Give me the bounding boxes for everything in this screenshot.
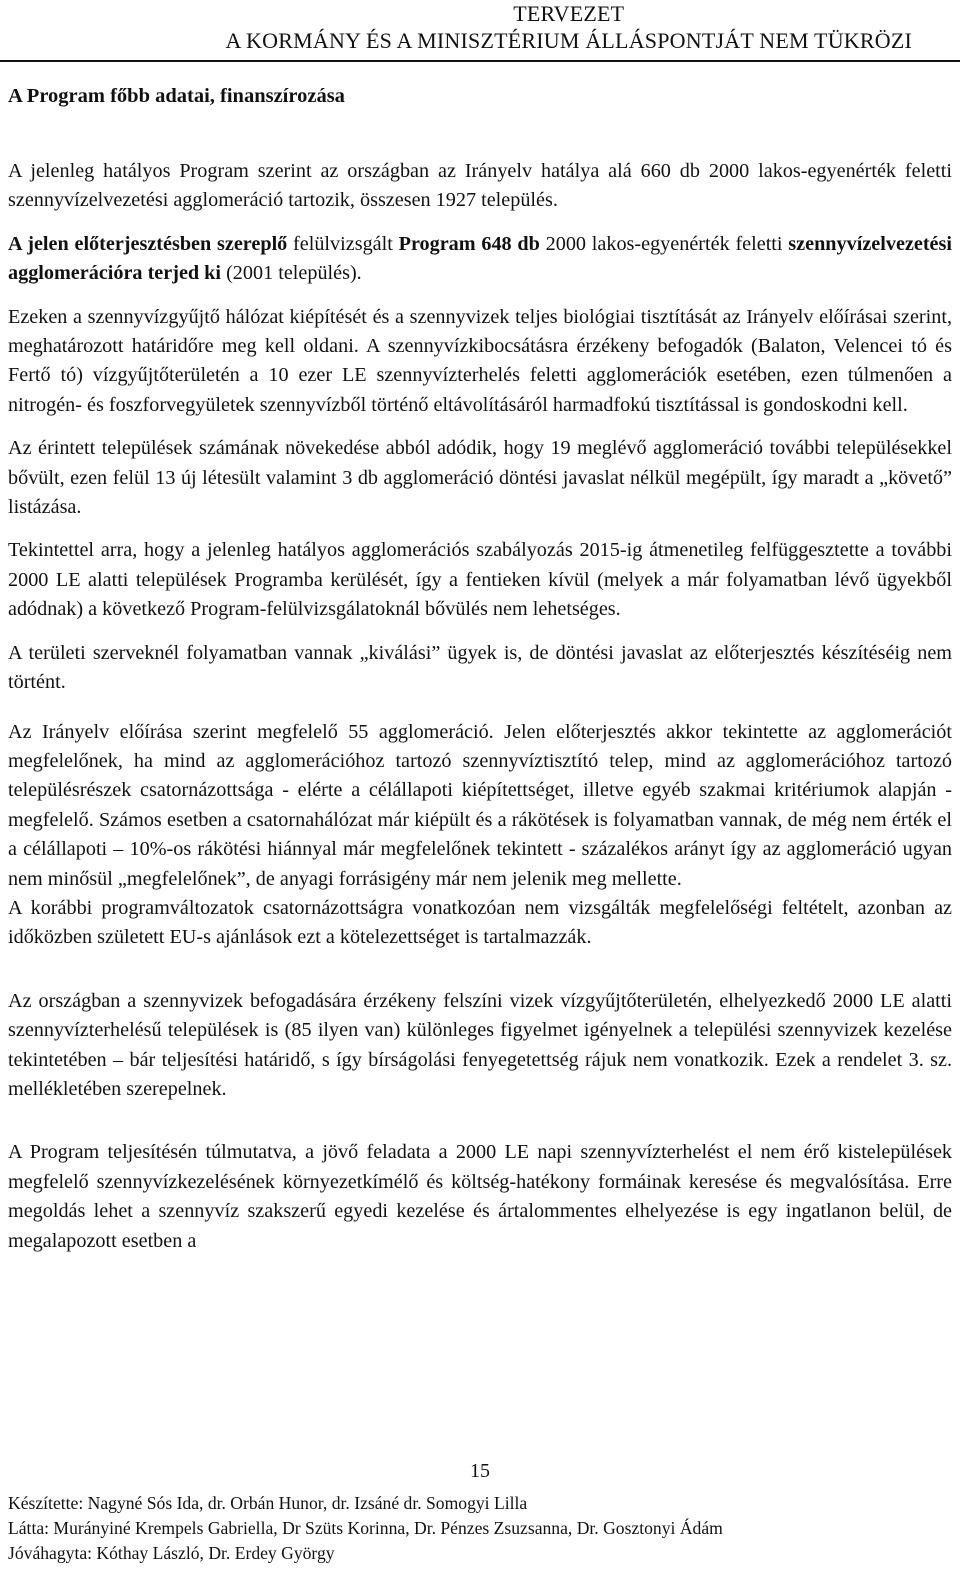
paragraph-separation-cases: A területi szerveknél folyamatban vannak „kiválási” ügyek is, de döntési javaslat az előterjesztés készítéséig nem történt. <box>8 641 952 694</box>
document-body <box>8 82 952 1256</box>
page-number: 15 <box>470 1460 490 1482</box>
bold-text: szennyvízelvezetési agglomerációra terjed ki <box>8 232 952 285</box>
bold-text: Program 648 db <box>398 232 540 255</box>
draft-header <box>225 0 912 54</box>
header-divider <box>0 60 960 62</box>
paragraph-agglomeration-count: A jelenleg hatályos Program szerint az országban az Irányelv hatálya alá 660 db 2000 lakos-egyenérték feletti szennyvízelvezetési agglomeráció tartozik, összesen 1927 település. <box>8 160 952 212</box>
section-title: A Program főbb adatai, finanszírozása <box>8 85 345 107</box>
disclaimer-label: A KORMÁNY ÉS A MINISZTÉRIUM ÁLLÁSPONTJÁT NEM TÜKRÖZI <box>225 28 912 53</box>
draft-label: TERVEZET <box>513 1 625 26</box>
text-run: (2001 település). <box>221 262 362 285</box>
bold-text: A jelen előterjesztésben szereplő <box>8 232 288 255</box>
paragraph-future-tasks: A Program teljesítésén túlmutatva, a jövő feladata a 2000 LE napi szennyvízterhelést el nem érő kistelepülések megfelelő szennyvízkezelésének környezetkímélő és költség-hatékony formáinak keresése és megvalósítása. Erre megoldás lehet a szennyvíz szakszerű egyedi kezelése és ártalommentes elhelyezése is egy ingatlanon belül, de megalapozott esetben a <box>8 1141 952 1252</box>
paragraph-program-scope <box>8 230 952 289</box>
paragraph-requirements: Ezeken a szennyvízgyűjtő hálózat kiépítését és a szennyvizek teljes biológiai tisztítását az Irányelv előírásai szerint, meghatározott határidőre meg kell oldani. A szennyvízkibocsátásra érzékeny befogadók (Balaton, Velencei tó és Fertő tó) vízgyűjtőterületén a 10 ezer LE szennyvízterhelés feletti agglomerációk esetében, ezen túlmenően a nitrogén- és foszforvegyületek szennyvízből történő eltávolításáról harmadfokú tisztítással is gondoskodni kell. <box>8 305 952 416</box>
footer-approved-by: Jóváhagyta: Kóthay László, Dr. Erdey György <box>8 1543 335 1563</box>
paragraph-regulation: Tekintettel arra, hogy a jelenleg hatályos agglomerációs szabályozás 2015-ig átmenetileg felfüggesztette a további 2000 LE alatti települések Programba kerülését, így a fentieken kívül (melyek a már folyamatban lévő ügyekből adódnak) a következő Program-felülvizsgálatoknál bővülés nem lehetséges. <box>8 539 952 621</box>
paragraph-growth: Az érintett települések számának növekedése abból adódik, hogy 19 meglévő agglomeráció további településekkel bővült, ezen felül 13 új létesült valamint 3 db agglomeráció döntési javaslat nélkül megépült, így maradt a „követő” listázása. <box>8 437 952 519</box>
footer-prepared-by: Készítette: Nagyné Sós Ida, dr. Orbán Hunor, dr. Izsáné dr. Somogyi Lilla <box>8 1493 528 1513</box>
paragraph-previous-versions: A korábbi programváltozatok csatornázottságra vonatkozóan nem vizsgálták megfelelőségi feltételt, azonban az időközben született EU-s ajánlások ezt a kötelezettséget is tartalmazzák. <box>8 896 952 949</box>
document-footer <box>8 1491 952 1566</box>
text-run: 2000 lakos-egyenérték feletti <box>539 232 789 255</box>
title-spacer <box>8 111 952 157</box>
text-run: felülvizsgált <box>287 232 399 255</box>
paragraph-compliance: Az Irányelv előírása szerint megfelelő 55 agglomeráció. Jelen előterjesztés akkor tekintette az agglomerációt megfelelőnek, ha mind az agglomerációhoz tartozó szennyvíztisztító telep, mind az agglomerációhoz tartozó településrészek csatornázottsága - elérte a célállapoti kiépítettséget, illetve egyéb szakmai kritériumok alapján - megfelelő. Számos esetben a csatornahálózat már kiépült és a rákötések is folyamatban vannak, de még nem érték el a célállapoti – 10%-os rákötési hiánnyal már megfelelőnek tekintett - százalékos arányt így az agglomeráció ugyan nem minősül „megfelelőnek”, de anyagi forrásigény már nem jelenik meg mellette. <box>8 720 952 890</box>
paragraph-sensitive-areas: Az országban a szennyvizek befogadására érzékeny felszíni vizek vízgyűjtőterületén, elhelyezkedő 2000 LE alatti szennyvízterhelésű települések is (85 ilyen van) különleges figyelmet igényelnek a települési szennyvizek kezelése tekintetében – bár teljesítési határidő, s így bírságolási fenyegetettség rájuk nem vonatkozik. Ezek a rendelet 3. sz. mellékletében szerepelnek. <box>8 989 952 1100</box>
footer-seen-by: Látta: Murányiné Krempels Gabriella, Dr Szüts Korinna, Dr. Pénzes Zsuzsanna, Dr. Gosztonyi Ádám <box>8 1518 723 1538</box>
